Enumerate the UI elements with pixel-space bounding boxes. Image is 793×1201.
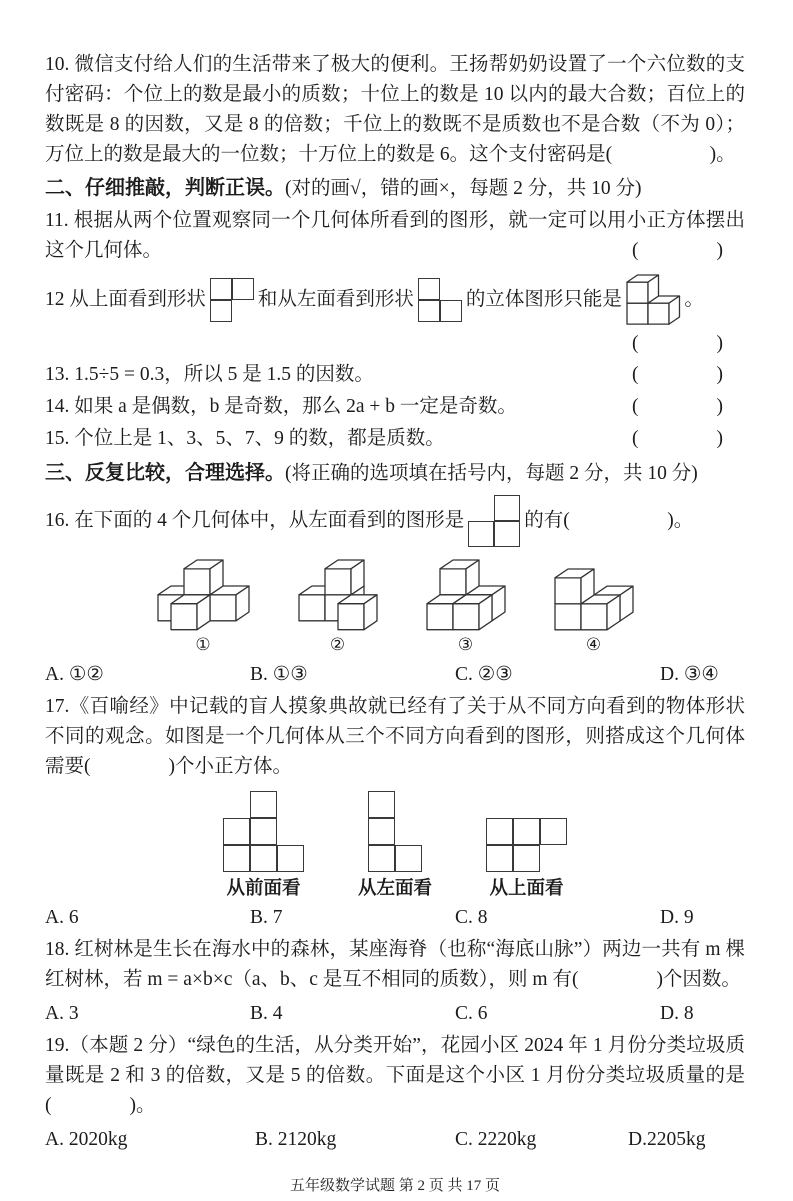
question-18-option-c: C. 6 [455, 1002, 488, 1024]
question-14 [45, 391, 745, 423]
page-footer: 五年级数学试题 第 2 页 共 17 页 [289, 1177, 500, 1194]
question-18-option-a: A. 3 [45, 1002, 79, 1024]
question-19-option-c: C. 2220kg [455, 1128, 537, 1150]
question-19-option-a: A. 2020kg [45, 1128, 128, 1150]
question-11-text: 11. 根据从两个位置观察同一个几何体所看到的图形，就一定可以用小正方体摆出这个几何体。 [45, 210, 745, 261]
question-18-options [45, 999, 745, 1029]
front-view-caption: 从前面看 [226, 876, 301, 898]
top-view-caption: 从上面看 [489, 876, 564, 898]
question-17-option-b: B. 7 [250, 906, 283, 928]
cube-figure-q12 [625, 273, 682, 326]
question-16-option-d: D. ③④ [660, 663, 719, 685]
question-16-text-1: 16. 在下面的 4 个几何体中，从左面看到的图形是 [45, 510, 465, 531]
question-11 [45, 206, 745, 266]
figure-2-label: ② [329, 634, 346, 654]
question-10: 10. 微信支付给人们的生活带来了极大的便利。王扬帮奶奶设置了一个六位数的支付密码：个位上的数是最小的质数；十位上的数是 10 以内的最大合数；百位上的数既是 8 的因数，又是 8 的倍数；千位上的数既不是质数也不是合数（不为 0）；万位上的数是最大的一位数；十万位上的数是 6。这个支付密码是( )。 [45, 54, 745, 165]
cube-figure-1 [153, 558, 254, 656]
question-17-option-c: C. 8 [455, 906, 488, 928]
question-13-answer-blank: ( ) [632, 364, 723, 385]
cube-figure-2 [294, 558, 382, 656]
question-19-options [45, 1125, 745, 1155]
cube-figure-4-drawing [553, 567, 635, 632]
question-18: 18. 红树林是生长在海水中的森林，某座海脊（也称“海底山脉”）两边一共有 m 棵红树林，若 m = a×b×c（a、b、c 是互不相同的质数），则 m 有( )个因数。 [45, 938, 745, 990]
question-16-options [45, 660, 745, 690]
cube-figure-2-drawing [297, 558, 379, 632]
question-13-text: 13. 1.5÷5 = 0.3，所以 5 是 1.5 的因数。 [45, 364, 374, 385]
cube-figure-3 [422, 558, 510, 656]
question-15-answer-blank: ( ) [632, 428, 723, 449]
question-17-options [45, 903, 745, 933]
left-view-shape [418, 278, 462, 322]
section-2-subtitle: (对的画√，错的画×，每题 2 分，共 10 分) [285, 178, 642, 199]
left-view-target-shape [468, 495, 520, 547]
section-2-title: 二、仔细推敲，判断正误。 [45, 177, 285, 199]
cube-figure-3-drawing [425, 558, 507, 632]
question-14-answer-blank: ( ) [632, 396, 723, 417]
top-view-shape [210, 278, 254, 322]
question-12 [45, 271, 745, 329]
question-12-text-3: 的立体图形只能是 [465, 289, 622, 310]
question-16-option-c: C. ②③ [455, 663, 513, 685]
question-16 [45, 492, 745, 550]
question-19-option-d: D.2205kg [628, 1128, 706, 1150]
question-12-text-1: 12 从上面看到形状 [45, 289, 206, 310]
question-16-option-a: A. ①② [45, 663, 104, 685]
question-12-text-4: 。 [684, 289, 704, 310]
question-11-answer-blank: ( ) [632, 240, 723, 261]
question-17: 17.《百喻经》中记载的盲人摸象典故就已经有了关于从不同方向看到的物体形状不同的观念。如图是一个几何体从三个不同方向看到的图形，则搭成这个几何体需要( )个小正方体。 [45, 695, 745, 777]
front-view [219, 791, 308, 899]
question-19: 19.（本题 2 分）“绿色的生活，从分类开始”，花园小区 2024 年 1 月份分类垃圾质量既是 2 和 3 的倍数，又是 5 的倍数。下面是这个小区 1 月份分类垃圾质量的是( )。 [45, 1034, 745, 1116]
question-14-text: 14. 如果 a 是偶数，b 是奇数，那么 2a + b 一定是奇数。 [45, 396, 517, 417]
figure-1-label: ① [195, 634, 211, 654]
cube-figure-4 [550, 567, 638, 656]
left-view-shape [368, 791, 422, 872]
question-16-option-b: B. ①③ [250, 663, 308, 685]
question-16-text-2: 的有( )。 [524, 510, 694, 531]
section-2-heading [45, 173, 745, 204]
section-3-subtitle: (将正确的选项填在括号内，每题 2 分，共 10 分) [285, 463, 698, 484]
question-12-answer-line [45, 329, 745, 359]
question-12-answer-blank: ( ) [632, 333, 723, 354]
cube-figure-1-drawing [156, 558, 251, 632]
question-17-views [45, 791, 745, 899]
question-18-option-b: B. 4 [250, 1002, 283, 1024]
figure-3-label: ③ [457, 634, 474, 654]
question-18-option-d: D. 8 [660, 1002, 694, 1024]
question-12-text-2: 和从左面看到形状 [257, 289, 414, 310]
top-view-shape [486, 818, 567, 872]
figure-4-label: ④ [585, 634, 602, 654]
question-13 [45, 359, 745, 391]
question-15-text: 15. 个位上是 1、3、5、7、9 的数，都是质数。 [45, 428, 445, 449]
top-view [482, 818, 571, 899]
section-3-title: 三、反复比较，合理选择。 [45, 462, 285, 484]
question-16-figures [45, 558, 745, 656]
front-view-shape [223, 791, 304, 872]
left-view [358, 791, 432, 899]
question-19-option-b: B. 2120kg [255, 1128, 337, 1150]
question-17-option-d: D. 9 [660, 906, 694, 928]
section-3-heading [45, 458, 745, 489]
left-view-caption: 从左面看 [357, 876, 432, 898]
question-15 [45, 423, 745, 455]
question-17-option-a: A. 6 [45, 906, 79, 928]
